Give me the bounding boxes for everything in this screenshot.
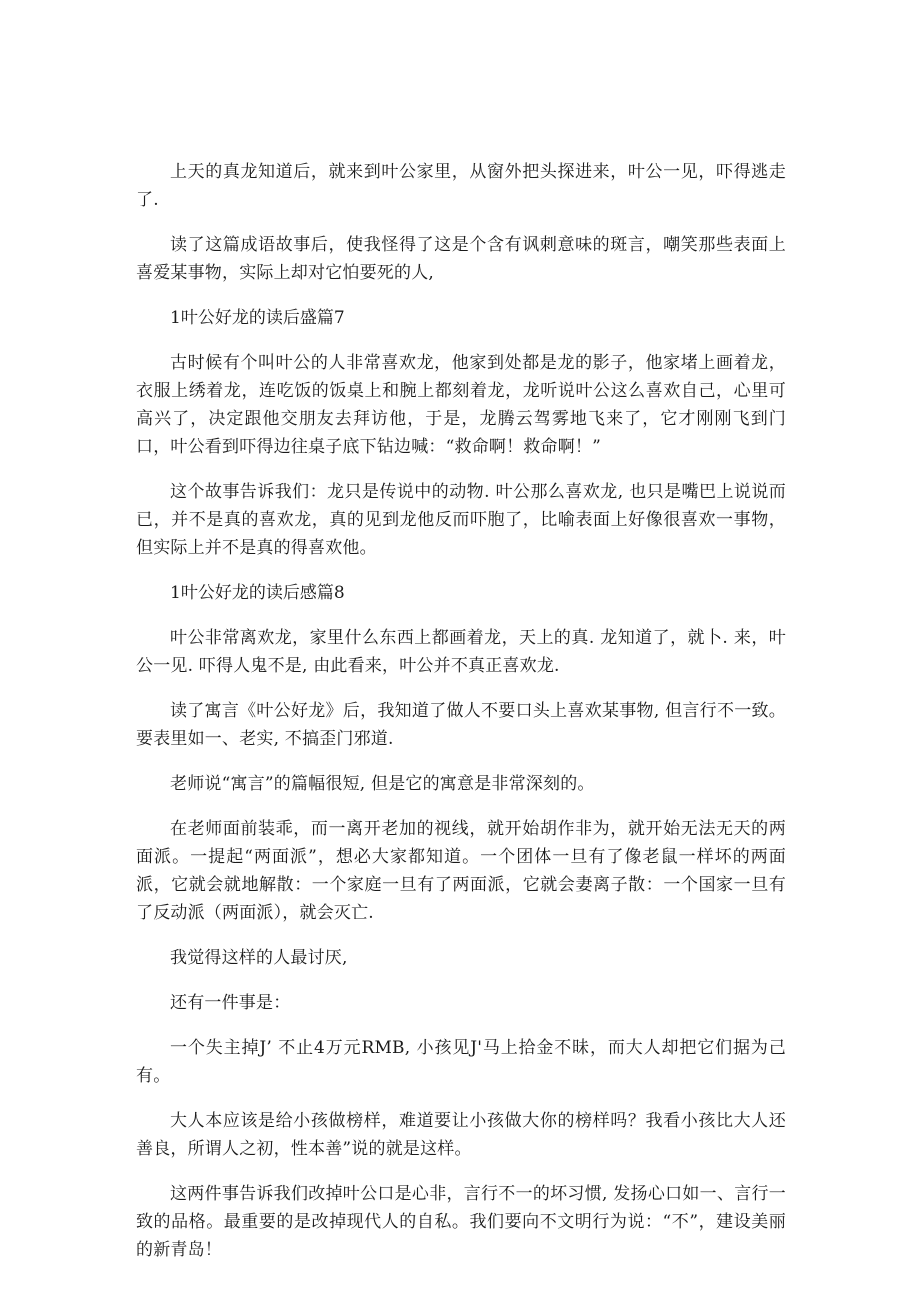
- paragraph: 古时候有个叫叶公的人非常喜欢龙，他家到处都是龙的影子，他家堵上画着龙，衣服上绣着龙，连吃饭的饭桌上和腕上都刻着龙，龙听说叶公这么喜欢自己，心里可高兴了，决定跟他交朋友去拜访他，于是，龙腾云驾雾地飞来了，它才刚刚飞到门口，叶公看到吓得边往桌子底下钻边喊：“救命啊！救命啊！”: [136, 353, 786, 457]
- paragraph: 在老师面前装乖，而一离开老加的视线，就开始胡作非为，就开始无法无天的两面派。一提起“两面派”，想必大家都知道。一个团体一旦有了像老鼠一样坏的两面派，它就会就地解散：一个家庭一旦有了两面派，它就会妻离子散：一个国家一旦有了反动派（两面派），就会灭亡.: [136, 819, 786, 923]
- paragraph: 大人本应该是给小孩做榜样，难道要让小孩做大你的榜样吗？我看小孩比大人还善良，所谓人之初，性本善”说的就是这样。: [136, 1111, 786, 1159]
- paragraph: 我觉得这样的人最讨厌,: [170, 948, 348, 968]
- paragraph: 一个失主掉J’ 不止4万元RMB, 小孩见J'马上拾金不昧，而大人却把它们据为己有。: [136, 1038, 786, 1086]
- paragraph: 上天的真龙知道后，就来到叶公家里，从窗外把头探进来，叶公一见，吓得逃走了.: [136, 162, 786, 210]
- paragraph: 读了这篇成语故事后，使我怪得了这是个含有讽刺意味的斑言，嘲笑那些表面上喜爱某事物，实际上却对它怕要死的人,: [136, 235, 786, 283]
- paragraph: 叶公非常离欢龙，家里什么东西上都画着龙，天上的真. 龙知道了，就卜. 来，叶公一见. 吓得人鬼不是, 由此看来，叶公并不真正喜欢龙.: [136, 628, 786, 676]
- paragraph: 还有一件事是：: [170, 993, 291, 1013]
- section-heading: 1叶公好龙的读后感篇8: [170, 583, 345, 603]
- paragraph: 读了寓言《叶公好龙》后，我知道了做人不要口头上喜欢某事物, 但言行不一致。要表里如一、老实, 不搞歪门邪道.: [136, 701, 786, 749]
- document-body: [136, 158, 786, 1281]
- paragraph: 这个故事告诉我们：龙只是传说中的动物. 叶公那么喜欢龙, 也只是嘴巴上说说而已，并不是真的喜欢龙，真的见到龙他反而吓胞了，比喻表面上好像很喜欢一事物，但实际上并不是真的得喜欢他。: [136, 482, 786, 558]
- paragraph: 老师说“寓言”的篇幅很短, 但是它的寓意是非常深刻的。: [170, 774, 595, 794]
- section-heading: 1叶公好龙的读后盛篇7: [170, 308, 345, 328]
- paragraph: 这两件事告诉我们改掉叶公口是心非，言行不一的坏习惯, 发扬心口如一、言行一致的品格。最重要的是改掉现代人的自私。我们要向不文明行为说：“不”，建设美丽的新青岛！: [136, 1184, 786, 1260]
